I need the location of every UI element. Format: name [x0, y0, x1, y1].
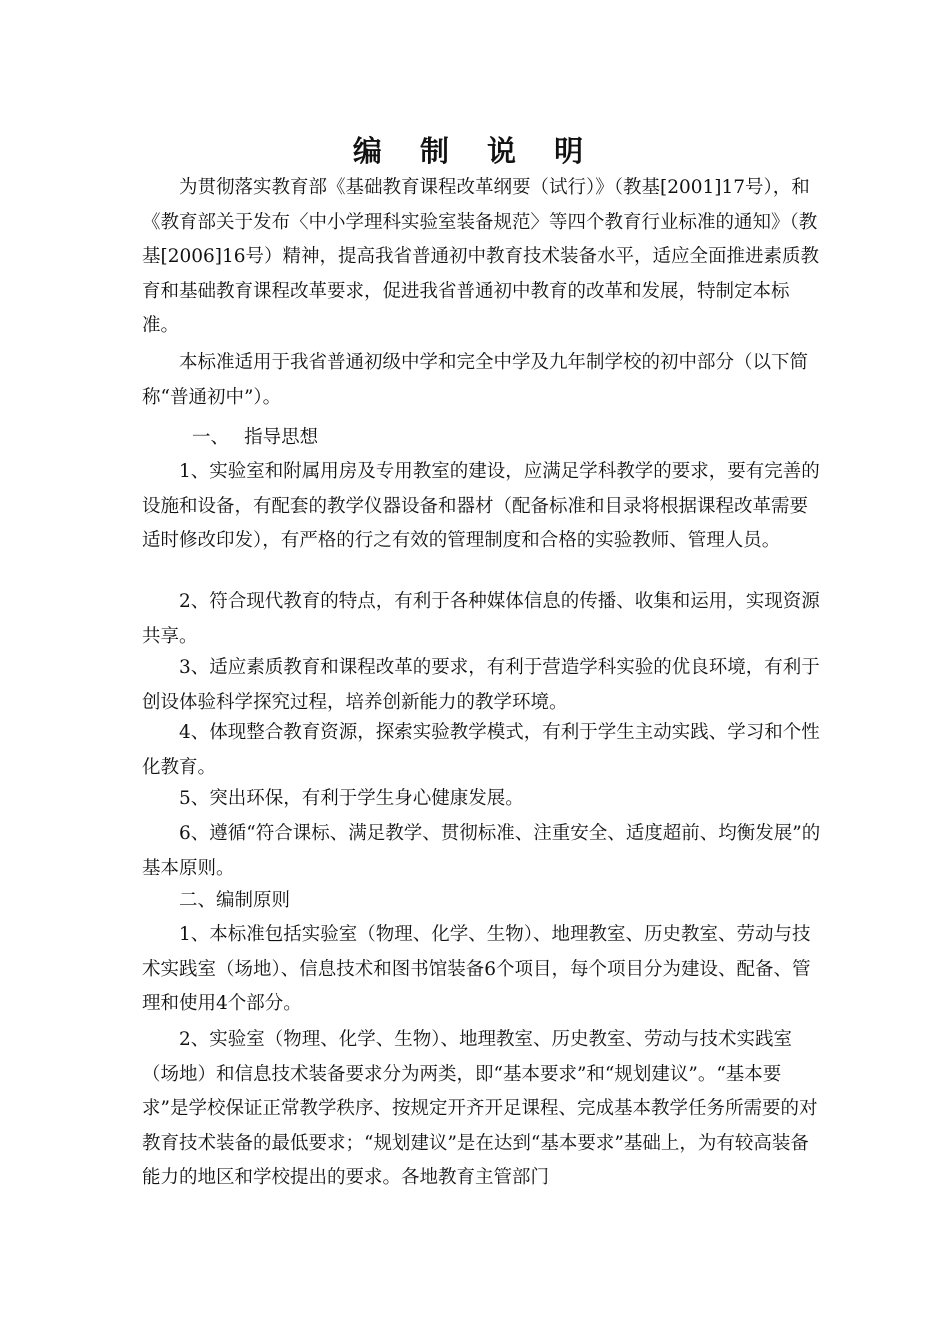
guiding-item-4: 4、体现整合教育资源，探索实验教学模式，有利于学生主动实践、学习和个性化教育。	[142, 722, 820, 778]
document-title: 编 制 说 明	[352, 134, 598, 168]
section-heading-guiding-thought: 一、 指导思想	[192, 427, 319, 448]
guiding-item-5: 5、突出环保，有利于学生身心健康发展。	[179, 788, 524, 809]
guiding-item-2: 2、符合现代教育的特点，有利于各种媒体信息的传播、收集和运用，实现资源共享。	[142, 591, 820, 647]
guiding-item-6: 6、遵循“符合课标、满足教学、贯彻标准、注重安全、适度超前、均衡发展”的基本原则。	[142, 823, 821, 879]
intro-paragraph: 为贯彻落实教育部《基础教育课程改革纲要（试行）》（教基[2001]17号），和《教育部关于发布〈中小学理科实验室装备规范〉等四个教育行业标准的通知》（教基[2006]16号）精神，提高我省普通初中教育技术装备水平，适应全面推进素质教育和基础教育课程改革要求，促进我省普通初中教育的改革和发展，特制定本标准。	[142, 177, 820, 336]
principle-item-1: 1、本标准包括实验室（物理、化学、生物）、地理教室、历史教室、劳动与技术实践室（场地）、信息技术和图书馆装备6个项目，每个项目分为建设、配备、管理和使用4个部分。	[142, 924, 811, 1014]
scope-paragraph: 本标准适用于我省普通初级中学和完全中学及九年制学校的初中部分（以下简称“普通初中”）。	[142, 352, 809, 408]
principle-item-2: 2、实验室（物理、化学、生物）、地理教室、历史教室、劳动与技术实践室（场地）和信息技术装备要求分为两类，即“基本要求”和“规划建议”。“基本要求”是学校保证正常教学秩序、按规定开齐开足课程、完成基本教学任务所需要的对教育技术装备的最低要求；“规划建议”是在达到“基本要求”基础上，为有较高装备能力的地区和学校提出的要求。各地教育主管部门	[142, 1029, 818, 1188]
guiding-item-3: 3、适应素质教育和课程改革的要求，有利于营造学科实验的优良环境，有利于创设体验科学探究过程，培养创新能力的教学环境。	[142, 657, 820, 713]
section-heading-principles: 二、编制原则	[179, 890, 291, 911]
guiding-item-1: 1、实验室和附属用房及专用教室的建设，应满足学科教学的要求，要有完善的设施和设备，有配套的教学仪器设备和器材（配备标准和目录将根据课程改革需要适时修改印发），有严格的行之有效的管理制度和合格的实验教师、管理人员。	[142, 461, 820, 551]
